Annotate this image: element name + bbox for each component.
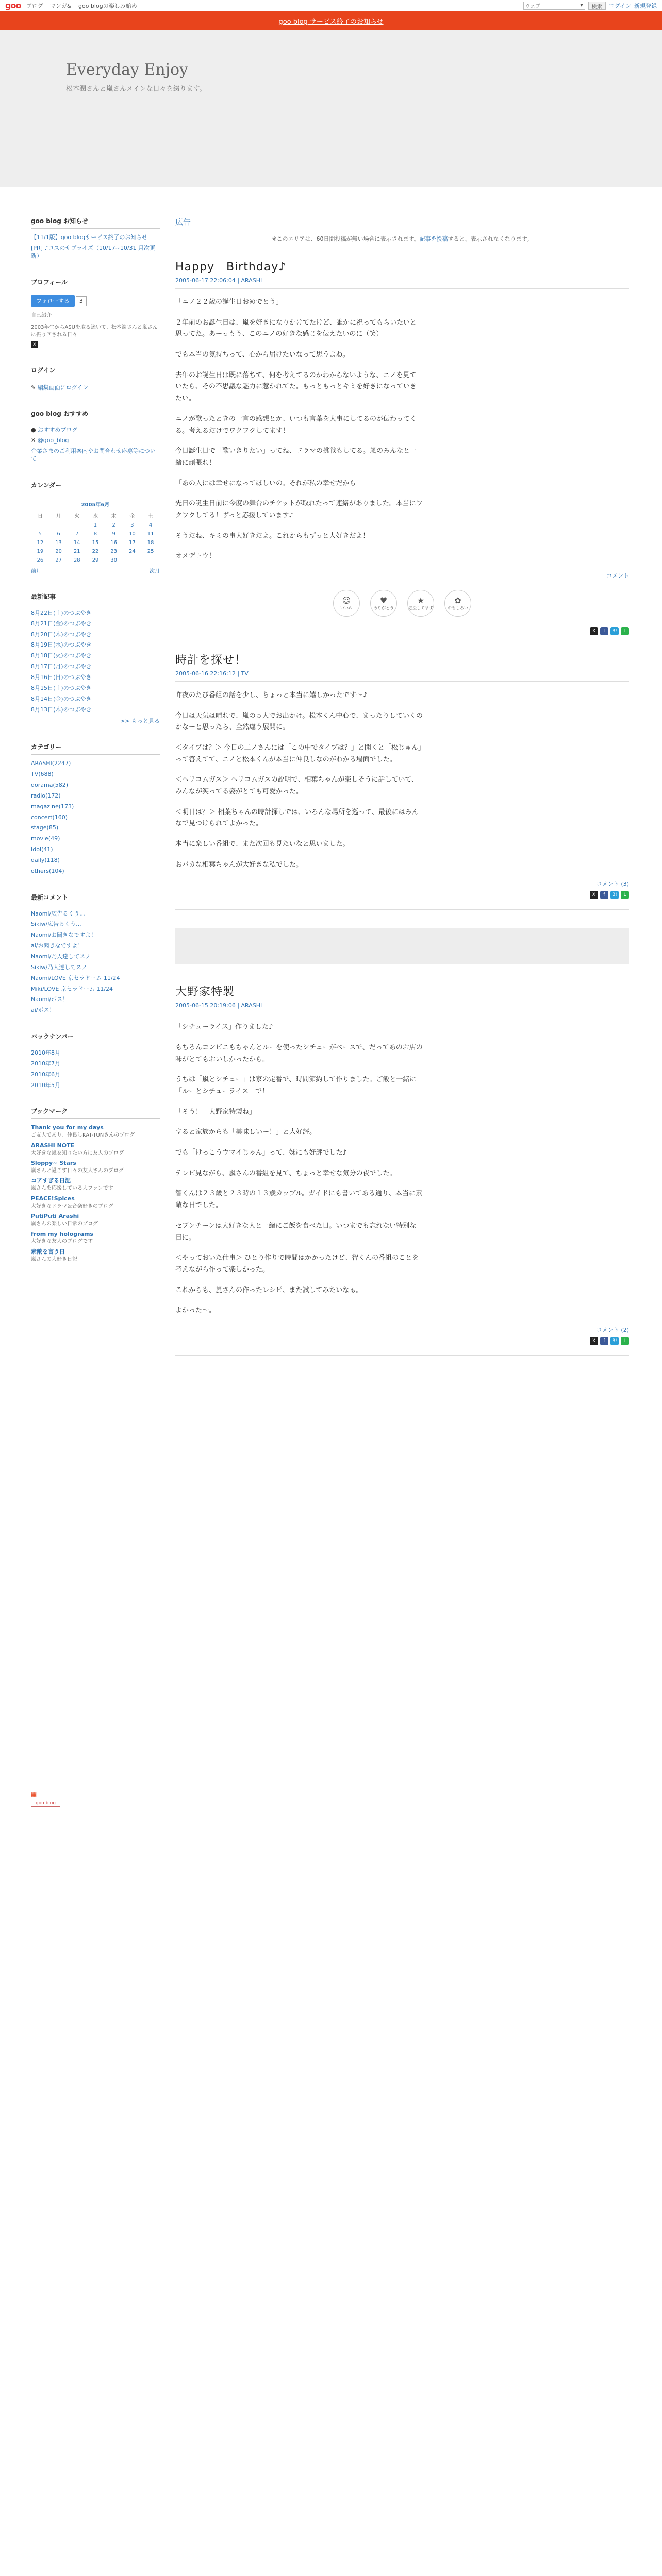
recent-title: 最新記事 [31, 592, 160, 604]
category-link[interactable]: Idol(41) [31, 846, 53, 853]
calendar-day[interactable]: 9 [112, 531, 115, 537]
calendar-day[interactable]: 8 [93, 531, 97, 537]
list-item [31, 760, 160, 768]
bookmark-desc: 大好きな友人のブログです [31, 1239, 93, 1245]
service-end-banner[interactable] [0, 11, 662, 30]
line-icon[interactable]: L [621, 627, 629, 635]
bookmark-desc: 大好きなドラマ＆音楽好きのブログ [31, 1203, 113, 1209]
category-link[interactable]: radio(172) [31, 792, 61, 799]
list-item [31, 782, 160, 789]
calendar-day[interactable]: 10 [129, 531, 136, 537]
bookmark-link[interactable]: Thank you for my days [31, 1124, 104, 1131]
entry-paragraph: ＜明日は？＞ 相葉ちゃんの時計探しでは、いろんな場所を巡って、最後にはみんなで見つけられてよかった。 [175, 808, 419, 828]
bookmark-item [31, 1124, 160, 1139]
line-icon[interactable]: L [621, 1337, 629, 1345]
list-item [31, 631, 160, 639]
backnumber-link[interactable]: 2010年5月 [31, 1081, 60, 1089]
comment-link[interactable]: コメント (2) [596, 1326, 629, 1333]
list-item [31, 986, 160, 993]
bookmark-link[interactable]: from my holograms [31, 1230, 93, 1238]
login-widget [31, 366, 160, 392]
calendar-day[interactable]: 19 [37, 548, 44, 554]
entry-paragraph: 「ニノ２２歳の誕生日おめでとう」 [175, 298, 283, 306]
calendar-day[interactable]: 22 [92, 548, 99, 554]
entry-paragraph: おバカな相葉ちゃんが大好きな私でした。 [175, 860, 303, 869]
reaction-label: おもしろい [448, 605, 468, 611]
goo-logo[interactable]: goo [5, 1, 21, 10]
list-item [31, 706, 160, 714]
calendar-day[interactable]: 24 [129, 548, 136, 554]
calendar-widget [31, 481, 160, 574]
comment-link[interactable]: Sikiw/広告るくう... [31, 921, 81, 928]
calendar-day[interactable]: 1 [93, 522, 97, 528]
comment-link[interactable]: コメント (3) [596, 880, 629, 888]
bookmark-link[interactable]: Sloppy~ Stars [31, 1160, 76, 1167]
list-item [31, 824, 160, 832]
bookmark-item [31, 1142, 160, 1157]
info-title: goo blog お知らせ [31, 216, 160, 229]
entry-paragraph: 「そう！ 大野家特製ね」 [175, 1108, 256, 1116]
calendar-next-link[interactable]: 次月 [150, 568, 160, 574]
calendar-day[interactable]: 15 [92, 539, 99, 546]
entry-title[interactable]: Happy Birthday♪ [175, 261, 287, 274]
calendar-dow: 水 [92, 513, 98, 519]
category-link[interactable]: concert(160) [31, 814, 68, 821]
register-link[interactable]: 新規登録 [634, 2, 657, 9]
topbar-link-start[interactable]: goo blogの楽しみ始め [78, 2, 137, 9]
list-item [31, 868, 160, 875]
list-item [31, 663, 160, 671]
entry-date: 2005-06-17 22:06:04 | ARASHI [175, 277, 629, 289]
entry-paragraph: 去年のお誕生日は既に落ちて、何を考えてるのかわからないような、ニノを見ていたら、その不思議な魅力に惹かれてた。もっともっとキミを好きになっていきたい。 [175, 371, 417, 403]
comments-list [31, 910, 160, 1014]
ad-notice-text: ※このエリアは、60日間投稿が無い場合に表示されます。 [272, 235, 420, 242]
calendar-day[interactable]: 16 [110, 539, 118, 546]
calendar-dow: 木 [111, 513, 117, 519]
recommend-title: goo blog おすすめ [31, 409, 160, 421]
profile-text: 2003年生からASUを取る迷いて、松本潤さんと嵐さんに振り回される日々 [31, 324, 158, 338]
entry-paragraph: 智くんは２３歳と２３時の１３歳カップル。ガイドにも書いてある通り、本当に素敵な日でした。 [175, 1190, 422, 1210]
bookmark-widget [31, 1107, 160, 1263]
entry-paragraph: 今日は天気は晴れで、嵐の５人でお出かけ。松本くん中心で、まったりしていくのかなーと思ったら、全然違う展開に。 [175, 711, 423, 732]
reaction-button[interactable] [333, 590, 360, 617]
reaction-label: 応援してます [408, 605, 433, 611]
list-item [31, 835, 160, 843]
calendar-day[interactable]: 12 [37, 539, 44, 546]
list-item [31, 964, 160, 972]
entry-paragraph: すると家族からも「美味しいー！」と大好評。 [175, 1128, 317, 1137]
calendar-day[interactable]: 29 [92, 557, 99, 563]
category-link[interactable]: dorama(582) [31, 782, 69, 789]
entry-paragraph: これからも、嵐さんの作ったレシピ、また試してみたいなぁ。 [175, 1286, 363, 1294]
reaction-button[interactable] [370, 590, 397, 617]
blog-entry [175, 258, 629, 646]
heart-face-icon: ♥ [379, 595, 388, 605]
calendar-prev-link[interactable]: 前月 [31, 568, 41, 574]
category-link[interactable]: movie(49) [31, 835, 60, 842]
calendar-day[interactable]: 5 [38, 531, 42, 537]
calendar-dow-row [31, 510, 160, 521]
x-icon[interactable]: X [590, 891, 598, 899]
bookmark-item [31, 1213, 160, 1227]
info-item [31, 245, 160, 260]
list-item [31, 921, 160, 928]
comment-link[interactable]: Miki/LOVE 京セラドーム 11/24 [31, 985, 113, 992]
calendar-day[interactable]: 4 [148, 522, 153, 528]
list-item [31, 931, 160, 939]
comment-link[interactable]: Naomi/乃人達してスノ [31, 953, 91, 960]
recent-article-link[interactable]: 8月16日(日)のつぶやき [31, 673, 92, 681]
bookmark-list [31, 1124, 160, 1263]
entry-paragraph: でも「けっこうウマイじゃん」って、妹にも好評でした♪ [175, 1149, 347, 1157]
entry-paragraph: ニノが歌ったときの一言の感想とか、いつも言葉を大事にしてるのが伝わってくる。考えるだけでワクワクしてます！ [175, 415, 417, 435]
blog-header [0, 30, 662, 187]
comments-title: 最新コメント [31, 893, 160, 905]
profile-title: プロフィール [31, 278, 160, 290]
kabu-widget [31, 1790, 160, 1807]
recommend-link-x[interactable]: @goo_blog [37, 437, 69, 444]
entry-paragraph: 先日の誕生日前に今度の舞台のチケットが取れたって連絡がありました。本当にワクワクしてる！ずっと応援しています♪ [175, 500, 423, 519]
facebook-icon[interactable]: f [600, 1337, 608, 1345]
chevron-down-icon: ▾ [580, 3, 583, 8]
calendar-week-row [31, 530, 160, 538]
facebook-icon[interactable]: f [600, 891, 608, 899]
calendar-day[interactable] [68, 521, 86, 530]
blog-title[interactable]: Everyday Enjoy [66, 61, 188, 79]
entry-paragraph: 「あの人には幸せになってほしいの。それが私の幸せだから」 [175, 479, 363, 487]
bookmark-item [31, 1248, 160, 1263]
share-bar [175, 627, 629, 635]
list-item [31, 652, 160, 660]
recent-list [31, 609, 160, 714]
entry-title[interactable]: 時計を探せ！ [175, 653, 247, 667]
entry-paragraph: テレビ見ながら、嵐さんの番組を見て、ちょっと幸せな気分の夜でした。 [175, 1169, 396, 1177]
recent-article-link[interactable]: 8月22日(土)のつぶやき [31, 609, 92, 616]
calendar-day[interactable]: 6 [57, 531, 60, 537]
comment-link[interactable]: Naomi/広告るくう... [31, 910, 85, 917]
category-link[interactable]: stage(85) [31, 824, 59, 832]
list-item [31, 792, 160, 800]
bookmark-item [31, 1160, 160, 1174]
recommend-link-blogs[interactable]: おすすめブログ [38, 426, 78, 433]
edit-login-link[interactable]: 編集画面にログイン [37, 384, 89, 391]
calendar-week-row [31, 521, 160, 530]
hatena-icon[interactable]: B! [610, 891, 619, 899]
bookmark-desc: ご友人であり、仲良しKAT-TUNさんのブログ [31, 1132, 135, 1139]
backnumber-link[interactable]: 2010年6月 [31, 1071, 60, 1078]
hatena-icon[interactable]: B! [610, 627, 619, 635]
list-item [31, 641, 160, 649]
bookmark-desc: 大好きな嵐を知りたい方に友人のブログ [31, 1150, 124, 1156]
topbar-link-manga[interactable]: マンガ& [49, 2, 72, 9]
recent-article-link[interactable]: 8月14日(金)のつぶやき [31, 695, 92, 702]
calendar-day[interactable]: 14 [73, 539, 80, 546]
flower-face-icon: ✿ [454, 595, 461, 605]
list-item [31, 771, 160, 778]
recommend-item [31, 437, 160, 445]
entry-body [175, 1022, 423, 1317]
backnumber-link[interactable]: 2010年7月 [31, 1060, 60, 1067]
bookmark-link[interactable]: ARASHI NOTE [31, 1142, 75, 1149]
category-link[interactable]: ARASHI(2247) [31, 760, 71, 767]
list-item [31, 814, 160, 822]
recent-widget [31, 592, 160, 725]
calendar-dow: 日 [37, 513, 43, 519]
category-link[interactable]: magazine(173) [31, 803, 74, 810]
calendar-day[interactable]: 20 [55, 548, 62, 554]
reaction-label: ありがとう [373, 605, 394, 611]
list-item [31, 846, 160, 854]
recent-article-link[interactable]: 8月21日(金)のつぶやき [31, 620, 92, 627]
recommend-item [31, 448, 160, 463]
list-item [31, 609, 160, 617]
recommend-widget [31, 409, 160, 463]
star-face-icon: ★ [417, 595, 425, 605]
entry-paragraph: 昨夜のたび番組の話を少し、ちょっと本当に嬉しかったです〜♪ [175, 691, 368, 699]
calendar-day[interactable]: 18 [147, 539, 154, 546]
reaction-bar [175, 590, 629, 617]
entry-paragraph: もちろんコンビニもちゃんとルーを使ったシチューがベースで、だってあのお店の味がとてもおいしかったから。 [175, 1044, 423, 1063]
entry-paragraph: ＜ヘリコムガス＞ ヘリコムガスの説明で、相葉ちゃんが楽しそうに話していて、みんなが笑ってる姿がとても可愛かった。 [175, 776, 419, 796]
bookmark-item [31, 1231, 160, 1245]
x-share-icon[interactable]: X [31, 341, 38, 348]
calendar-caption: 2005年6月 [81, 502, 110, 508]
recent-article-link[interactable]: 8月13日(木)のつぶやき [31, 706, 92, 713]
info-widget [31, 216, 160, 260]
bullet-icon: ● [31, 426, 38, 433]
calendar-day[interactable]: 13 [55, 539, 62, 546]
list-item [31, 1049, 160, 1057]
backnumber-link[interactable]: 2010年8月 [31, 1049, 60, 1057]
category-link[interactable]: daily(118) [31, 856, 60, 863]
recommend-link-corporate[interactable]: 企業さまのご利用案内やお問合わせ応募等について [31, 448, 156, 463]
entry-paragraph: 本当に楽しい番組で、また次回も見たいなと思いました。 [175, 840, 350, 849]
bookmark-link[interactable]: PEACE!Spices [31, 1195, 75, 1202]
calendar-dow: 土 [148, 513, 154, 519]
bookmark-desc: 嵐さんと過ごす日々の友人さんのブログ [31, 1167, 124, 1174]
category-list [31, 760, 160, 875]
login-title: ログイン [31, 366, 160, 378]
calendar-week-row [31, 547, 160, 556]
calendar-day[interactable]: 2 [112, 522, 115, 528]
hatena-icon[interactable]: B! [610, 1337, 619, 1345]
comment-link[interactable]: Sikiw/乃人達してスノ [31, 963, 88, 971]
comments-widget [31, 893, 160, 1014]
entry-paragraph: よかった〜。 [175, 1307, 216, 1315]
recent-article-link[interactable]: 8月19日(水)のつぶやき [31, 641, 92, 649]
blog-subtitle: 松本潤さんと嵐さんメインな日々を綴ります。 [66, 85, 206, 93]
x-small-icon: ✕ [31, 437, 38, 444]
bookmark-desc: 嵐さんの大好き日記 [31, 1256, 77, 1262]
follow-count: 3 [76, 296, 87, 306]
ad-notice-text-2: すると、表示されなくなります。 [448, 235, 533, 242]
entry-paragraph: そうだね、キミの事大好きだよ。これからもずっと大好きだよ！ [175, 532, 370, 540]
calendar-day[interactable]: 25 [147, 548, 154, 554]
comment-link[interactable]: ai/お聞きなですよ！ [31, 942, 84, 950]
list-item [31, 803, 160, 811]
info-item [31, 234, 160, 242]
bookmark-desc: 嵐さんの楽しい日常のブログ [31, 1221, 98, 1227]
calendar-day[interactable]: 11 [147, 531, 154, 537]
recent-more-link[interactable]: >> もっと見る [120, 718, 160, 725]
calendar-day[interactable]: 7 [75, 531, 79, 537]
profile-name: 自己紹介 [31, 312, 52, 318]
backnumber-title: バックナンバー [31, 1032, 160, 1044]
blog-entry [175, 983, 629, 1355]
info-link-1[interactable]: 【11/1版】goo blogサービス終了のお知らせ [31, 234, 148, 241]
line-icon[interactable]: L [621, 891, 629, 899]
bookmark-link[interactable]: PutiPuti Arashi [31, 1213, 79, 1220]
calendar-day[interactable]: 27 [55, 557, 62, 563]
entry-paragraph: ２年前のお誕生日は、嵐を好きになりかけてたけど、誰かに祝ってもらいたいと思ってた。あーっもう、このニノの好きな感じを伝えたいのに（笑） [175, 318, 417, 338]
search-button[interactable]: 検索 [588, 2, 606, 10]
entry-paragraph: ＜やっておいた仕事＞ ひとり作りで時間はかかったけど、智くんの番組のことを考えながら作って楽しかった。 [175, 1254, 419, 1274]
list-item [31, 857, 160, 865]
entry-paragraph: オメデトウ！ [175, 552, 216, 561]
calendar-dow: 火 [74, 513, 80, 519]
entry-tools [175, 879, 629, 888]
bookmark-title: ブックマーク [31, 1107, 160, 1119]
entry-tools [175, 571, 629, 580]
entry-paragraph: 今日誕生日で「歌いきりたい」ってね、ドラマの挑戦もしてる。嵐のみんなと一緒に頑張れ！ [175, 447, 417, 467]
entry-body [175, 297, 423, 563]
bookmark-item [31, 1195, 160, 1210]
calendar-day[interactable]: 23 [110, 548, 118, 554]
info-link-2[interactable]: [PR] ♪コスのサプライズ（10/17~10/31 月次更新） [31, 244, 156, 259]
list-item [31, 620, 160, 628]
entry-paragraph: うちは「嵐とシチュー」は家の定番で、時間節約して作りました。ご飯と一緒に「ルーとシチューライス」で！ [175, 1076, 417, 1096]
bookmark-link[interactable]: 素敵を言う日 [31, 1248, 65, 1255]
comment-link[interactable]: Naomi/お聞きなですよ！ [31, 931, 97, 939]
calendar-day[interactable] [49, 521, 68, 530]
list-item [31, 696, 160, 703]
category-link[interactable]: TV(688) [31, 771, 54, 778]
blog-entry [175, 651, 629, 910]
list-item [31, 953, 160, 961]
comment-link[interactable]: コメント [606, 572, 629, 579]
calendar-day[interactable]: 21 [73, 548, 80, 554]
goo-blog-badge[interactable]: goo blog [31, 1800, 60, 1807]
calendar-dow: 金 [129, 513, 135, 519]
calendar-week-row [31, 556, 160, 565]
recent-article-link[interactable]: 8月15日(土)のつぶやき [31, 684, 92, 691]
list-item [31, 685, 160, 692]
smile-face-icon: ☺ [342, 595, 351, 605]
post-article-link[interactable]: 記事を投稿 [419, 235, 448, 242]
calendar-dow: 月 [56, 513, 61, 519]
list-item [31, 942, 160, 950]
x-icon[interactable]: X [590, 627, 598, 635]
facebook-icon[interactable]: f [600, 627, 608, 635]
entry-body [175, 690, 423, 871]
list-item [31, 1071, 160, 1079]
list-item [31, 1007, 160, 1014]
recent-article-link[interactable]: 8月17日(月)のつぶやき [31, 663, 92, 670]
ad-block [175, 928, 629, 964]
calendar-day[interactable]: 3 [130, 522, 134, 528]
rss-icon[interactable]: ▦ [31, 1790, 37, 1798]
profile-widget [31, 278, 160, 348]
entry-list [175, 258, 629, 1356]
comment-link[interactable]: Naomi/ボス！ [31, 996, 69, 1003]
service-end-link[interactable]: goo blog サービス終了のお知らせ [278, 18, 384, 26]
ad-notice [175, 232, 629, 253]
recent-article-link[interactable]: 8月18日(火)のつぶやき [31, 652, 92, 659]
entry-paragraph: セブンチーンは大好きな人と一緒にご飯を食べた日。いつまでも忘れない特別な日に。 [175, 1222, 417, 1242]
calendar-day[interactable]: 26 [37, 557, 44, 563]
ad-title: 広告 [175, 217, 191, 227]
calendar-day[interactable]: 28 [73, 557, 80, 563]
entry-paragraph: でも本当の気持ちって、心から届けたいなって思うよね。 [175, 351, 350, 359]
list-item [31, 1082, 160, 1090]
share-bar [175, 1337, 629, 1345]
entry-tools [175, 1326, 629, 1334]
list-item [31, 996, 160, 1004]
category-link[interactable]: others(104) [31, 867, 64, 874]
search-scope-select[interactable]: ウェブ ▾ [523, 2, 585, 10]
recent-article-link[interactable]: 8月20日(木)のつぶやき [31, 631, 92, 638]
reaction-label: いいね [340, 605, 353, 611]
category-widget [31, 742, 160, 875]
global-bar [0, 0, 662, 11]
list-item [31, 674, 160, 682]
calendar-title: カレンダー [31, 481, 160, 493]
entry-paragraph: 「シチューライス」作りました♪ [175, 1023, 273, 1031]
login-link[interactable]: ログイン [608, 2, 631, 9]
entry-paragraph: ＜タイプは？＞ 今日の二ノさんには「この中でタイプは？」と聞くと「松じゅん」って答えてて、ニノと松本くんが本当に仲良しなのがわかる場面でした。 [175, 743, 422, 764]
calendar-day[interactable] [31, 521, 49, 530]
list-item [31, 1060, 160, 1068]
pencil-icon: ✎ [31, 384, 38, 391]
calendar-day[interactable] [141, 556, 160, 565]
calendar-week-row [31, 538, 160, 547]
calendar-day[interactable] [123, 556, 142, 565]
bookmark-link[interactable]: コアすぎる日記 [31, 1177, 71, 1184]
main-content [175, 216, 629, 1356]
category-title: カテゴリー [31, 742, 160, 755]
bookmark-item [31, 1177, 160, 1192]
backnumber-widget [31, 1032, 160, 1089]
comment-link[interactable]: Naomi/LOVE 京セラドーム 11/24 [31, 974, 120, 981]
bookmark-desc: 嵐さんを応援している大ファンです [31, 1185, 113, 1192]
calendar-day[interactable]: 30 [110, 557, 118, 563]
recommend-item [31, 427, 160, 434]
list-item [31, 975, 160, 982]
topbar-link-blog[interactable]: ブログ [26, 2, 43, 9]
entry-date: 2005-06-15 20:19:06 | ARASHI [175, 1002, 629, 1013]
share-bar [175, 891, 629, 899]
reaction-button[interactable] [444, 590, 471, 617]
x-icon[interactable]: X [590, 1337, 598, 1345]
backnumber-list [31, 1049, 160, 1089]
calendar-table [31, 498, 160, 565]
calendar-day[interactable]: 17 [129, 539, 136, 546]
reaction-button[interactable] [407, 590, 434, 617]
entry-date: 2005-06-16 22:16:12 | TV [175, 670, 629, 682]
follow-button[interactable]: フォローする [31, 295, 75, 307]
sidebar [31, 216, 160, 1280]
comment-link[interactable]: ai/ボス！ [31, 1007, 55, 1014]
list-item [31, 910, 160, 918]
entry-title[interactable]: 大野家特製 [175, 986, 235, 999]
